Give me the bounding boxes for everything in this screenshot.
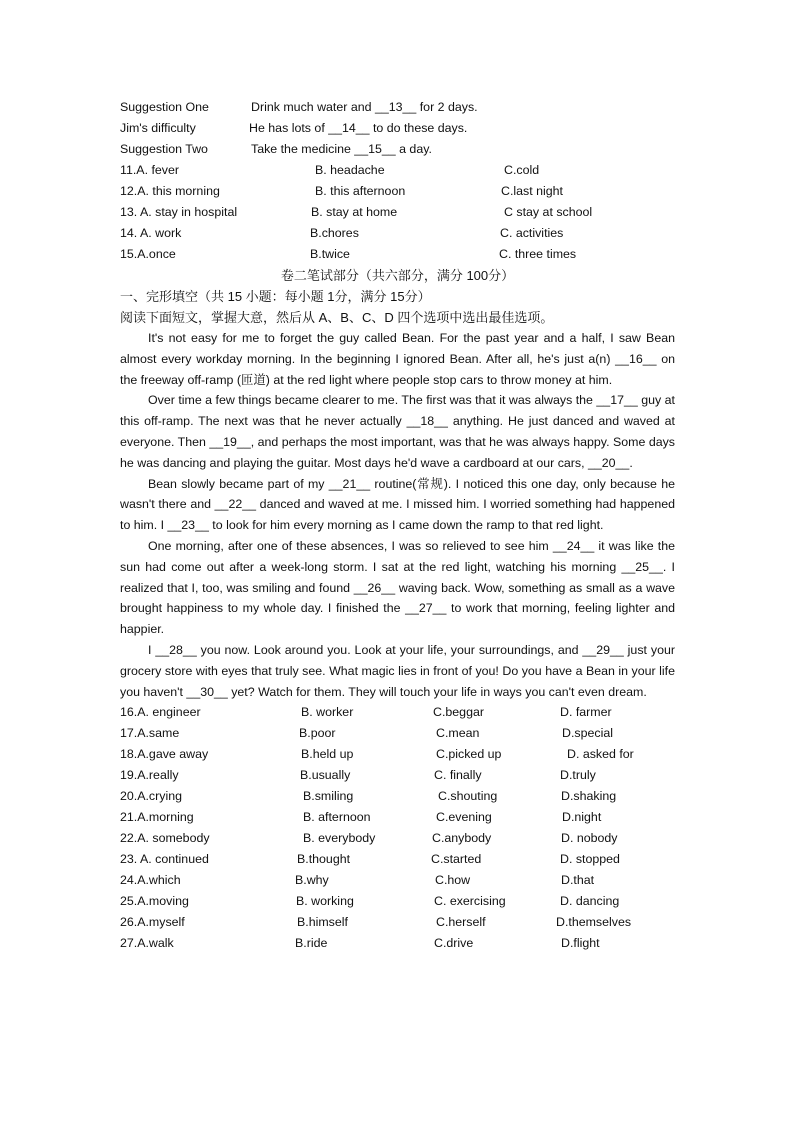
- option-a: 11.A. fever: [120, 163, 180, 177]
- table-label: Suggestion Two: [120, 142, 208, 156]
- option-a: 21.A.morning: [120, 810, 194, 825]
- option-d: D.that: [561, 873, 595, 888]
- option-c: C.cold: [504, 163, 540, 177]
- option-c: C. finally: [434, 768, 482, 783]
- question-row: [120, 723, 675, 744]
- option-b: B. stay at home: [311, 205, 398, 219]
- option-c: C.how: [435, 873, 471, 888]
- option-a: 23. A. continued: [120, 852, 209, 867]
- question-row: [120, 870, 675, 891]
- option-c: C.picked up: [436, 747, 502, 762]
- option-b: B. worker: [301, 705, 354, 720]
- table-label: Jim's difficulty: [120, 121, 196, 135]
- option-d: D. asked for: [567, 747, 634, 762]
- question-row: [120, 828, 675, 849]
- option-a: 13. A. stay in hospital: [120, 205, 238, 219]
- option-d: D.truly: [560, 768, 596, 783]
- option-b: B.poor: [299, 726, 336, 741]
- option-c: C.drive: [434, 936, 474, 951]
- option-a: 14. A. work: [120, 226, 182, 240]
- option-b: B.ride: [295, 936, 328, 951]
- section-title: 卷二笔试部分（共六部分，满分 100分）: [280, 268, 515, 283]
- option-c: C. exercising: [434, 894, 506, 909]
- option-b: B. afternoon: [303, 810, 371, 825]
- option-d: D. nobody: [561, 831, 618, 846]
- option-a: 22.A. somebody: [120, 831, 210, 846]
- option-d: D.shaking: [561, 789, 617, 804]
- passage-paragraph: Over time a few things became clearer to me. The first was that it was always the __17__ guy at this off-ramp. The next was that he never actually __18__ anything. He just danced and waved at everyone. Then __19__, and perhaps the most important, was that he was always happy. Some days he was dancing and playing the guitar. Most days he'd wave a cardboard at our cars, __20__.: [120, 393, 675, 470]
- question-row: [120, 202, 675, 223]
- option-d: D. dancing: [560, 894, 620, 909]
- option-c: C.last night: [501, 184, 563, 198]
- passage-paragraph: Bean slowly became part of my __21__ routine(常规). I noticed this one day, only because he wasn't there and __22__ danced and waved at me. I missed him. I worried something had happened to him. I __23__ to look for him every morning as I came down the ramp to that red light.: [120, 476, 675, 533]
- option-d: D.special: [562, 726, 613, 741]
- option-a: 20.A.crying: [120, 789, 182, 804]
- option-d: D.themselves: [556, 915, 632, 930]
- table-text: He has lots of __14__ to do these days.: [249, 121, 468, 135]
- option-a: 12.A. this morning: [120, 184, 220, 198]
- question-row: [120, 244, 675, 265]
- question-row: [120, 765, 675, 786]
- option-d: D. farmer: [560, 705, 612, 720]
- option-a: 27.A.walk: [120, 936, 174, 951]
- passage-paragraph: I __28__ you now. Look around you. Look at your life, your surroundings, and __29__ just your grocery store with eyes that truly see. What magic lies in front of you! Do you have a Bean in your life you haven't __30__ yet? Watch for them. They will touch your life in ways you can't even dream.: [120, 642, 675, 699]
- option-b: B.smiling: [303, 789, 354, 804]
- instruction: 阅读下面短文，掌握大意，然后从 A、B、C、D 四个选项中选出最佳选项。: [120, 310, 554, 325]
- option-c: C stay at school: [504, 205, 593, 219]
- question-row: [120, 912, 675, 933]
- option-c: C.evening: [436, 810, 492, 825]
- option-c: C.anybody: [432, 831, 492, 846]
- option-d: D.flight: [561, 936, 600, 951]
- option-a: 24.A.which: [120, 873, 181, 888]
- option-b: B.thought: [297, 852, 351, 867]
- option-b: B.himself: [297, 915, 348, 930]
- question-row: [120, 933, 675, 954]
- option-b: B. this afternoon: [315, 184, 406, 198]
- table-label: Suggestion One: [120, 100, 209, 114]
- question-row: [120, 160, 675, 181]
- option-a: 26.A.myself: [120, 915, 185, 930]
- option-b: B.why: [295, 873, 329, 888]
- question-row: [120, 786, 675, 807]
- option-a: 19.A.really: [120, 768, 179, 783]
- option-a: 15.A.once: [120, 247, 176, 261]
- option-a: 16.A. engineer: [120, 705, 201, 720]
- option-a: 25.A.moving: [120, 894, 189, 909]
- option-c: C.shouting: [438, 789, 498, 804]
- option-b: B.twice: [310, 247, 350, 261]
- option-b: B.held up: [301, 747, 354, 762]
- option-c: C.herself: [436, 915, 486, 930]
- option-b: B. headache: [315, 163, 385, 177]
- question-row: [120, 223, 675, 244]
- option-b: B.usually: [300, 768, 351, 783]
- option-d: D.night: [562, 810, 602, 825]
- question-row: [120, 181, 675, 202]
- option-c: C.beggar: [433, 705, 484, 720]
- table-text: Take the medicine __15__ a day.: [251, 142, 432, 156]
- table-text: Drink much water and __13__ for 2 days.: [251, 100, 478, 114]
- question-row: [120, 807, 675, 828]
- option-c: C. three times: [499, 247, 577, 261]
- question-row: [120, 891, 675, 912]
- question-row: [120, 849, 675, 870]
- passage-paragraph: It's not easy for me to forget the guy called Bean. For the past year and a half, I saw Bean almost every workday morning. In the beginning I ignored Bean. After all, he's just a(n) __16__ on the freeway off-ramp (匝道) at the red light where people stop cars to throw money at him.: [120, 331, 675, 387]
- table-row: [120, 139, 675, 160]
- table-row: [120, 118, 675, 139]
- table-row: [120, 97, 675, 118]
- option-b: B.chores: [310, 226, 359, 240]
- option-a: 18.A.gave away: [120, 747, 209, 762]
- option-a: 17.A.same: [120, 726, 180, 741]
- option-d: D. stopped: [560, 852, 620, 867]
- option-b: B. everybody: [303, 831, 376, 846]
- passage-paragraph: One morning, after one of these absences, I was so relieved to see him __24__ it was like the sun had come out after a week-long storm. I sat at the red light, watching his morning __25__. I realized that I, too, was smiling and found __26__ waving back. Wow, something as small as a wave brought happiness to my whole day. I finished the __27__ to work that morning, feeling lighter and happier.: [120, 538, 675, 637]
- option-c: C.started: [431, 852, 482, 867]
- option-c: C.mean: [436, 726, 480, 741]
- question-row: [120, 744, 675, 765]
- option-c: C. activities: [500, 226, 564, 240]
- part-title: 一、完形填空（共 15 小题：每小题 1分，满分 15分）: [120, 289, 431, 304]
- option-b: B. working: [296, 894, 354, 909]
- question-row: [120, 702, 675, 723]
- exam-page: [120, 97, 675, 954]
